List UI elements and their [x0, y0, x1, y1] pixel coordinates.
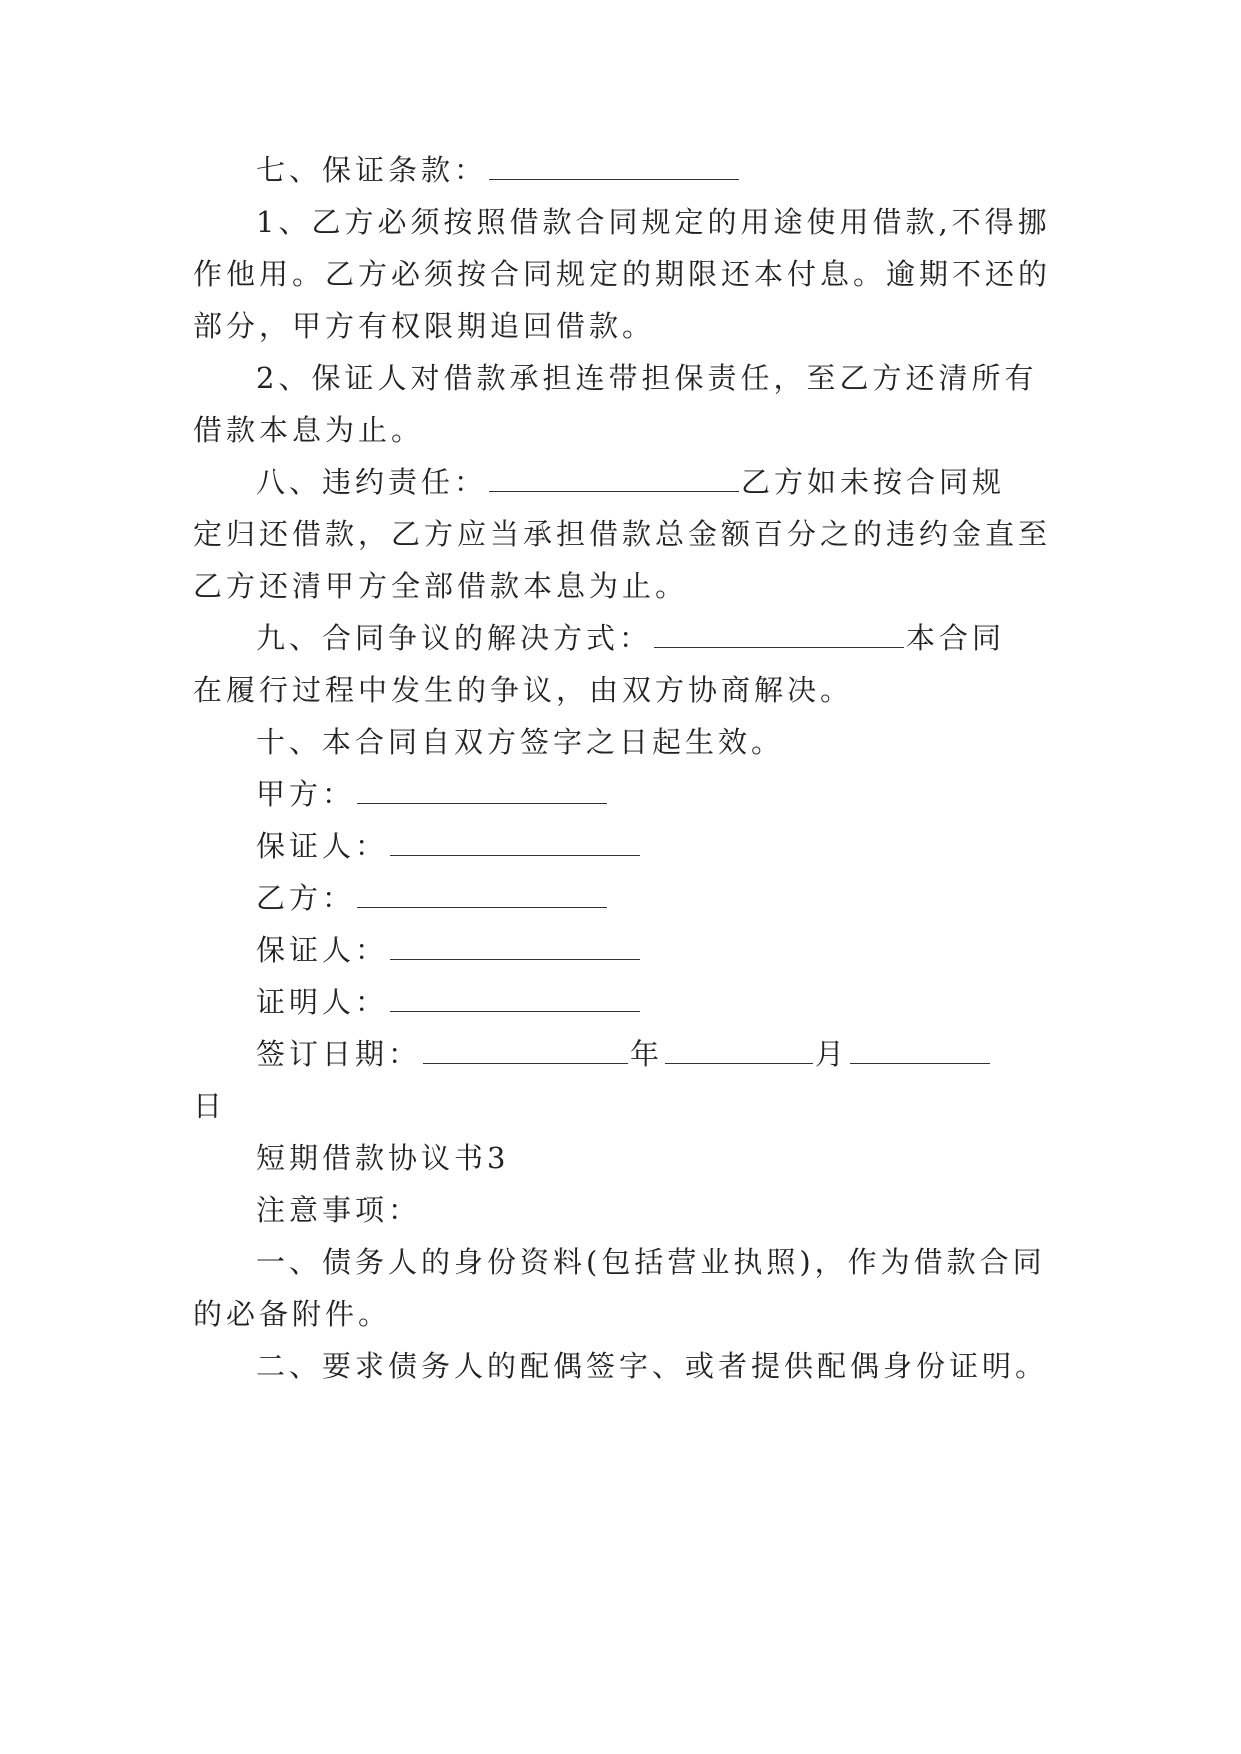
- witness-blank: [390, 1010, 640, 1012]
- clause-7-title: 七、保证条款：: [256, 153, 488, 187]
- signature-guarantor-2: [256, 930, 1126, 970]
- guarantor-2-blank: [390, 958, 640, 960]
- signing-date-label: 签订日期：: [256, 1037, 422, 1071]
- signature-guarantor-1: [256, 826, 1126, 866]
- year-label: 年: [630, 1037, 664, 1071]
- signature-party-b: [256, 878, 1126, 918]
- day-label: 日: [193, 1089, 227, 1123]
- clause-8-line-2: 定归还借款，乙方应当承担借款总金额百分之的违约金直至: [193, 517, 1052, 551]
- clause-9-blank: [654, 646, 904, 648]
- guarantor-2-label: 保证人：: [256, 933, 389, 967]
- clause-7-item-1-line-3: 部分，甲方有权限期追回借款。: [193, 309, 656, 343]
- clause-9-line-2: 在履行过程中发生的争议，由双方协商解决。: [193, 673, 854, 707]
- guarantor-1-label: 保证人：: [256, 829, 389, 863]
- signature-witness: [256, 982, 1126, 1022]
- party-a-blank: [357, 802, 607, 804]
- signing-date-month-blank: [665, 1062, 813, 1064]
- agreement-3-title: 短期借款协议书3: [256, 1141, 510, 1175]
- notes-heading: 注意事项：: [256, 1193, 422, 1227]
- party-b-blank: [357, 906, 607, 908]
- clause-7-item-2-line-1: 2、保证人对借款承担连带担保责任，至乙方还清所有: [256, 361, 1038, 395]
- clause-7-heading: [256, 150, 1126, 190]
- note-1-line-2: 的必备附件。: [193, 1297, 392, 1331]
- party-b-label: 乙方：: [256, 881, 356, 915]
- clause-10: 十、本合同自双方签字之日起生效。: [256, 725, 785, 759]
- clause-8-line-3: 乙方还清甲方全部借款本息为止。: [193, 569, 689, 603]
- clause-9-text: 本合同: [906, 621, 1006, 655]
- guarantor-1-blank: [390, 854, 640, 856]
- clause-8-title: 八、违约责任：: [256, 465, 488, 499]
- month-label: 月: [815, 1037, 849, 1071]
- clause-8-blank: [489, 490, 739, 492]
- signing-date-day-blank: [850, 1062, 990, 1064]
- note-1-line-1: 一、债务人的身份资料(包括营业执照)，作为借款合同: [256, 1245, 1046, 1279]
- clause-7-item-2-line-2: 借款本息为止。: [193, 413, 425, 447]
- clause-7-item-1-line-2: 作他用。乙方必须按合同规定的期限还本付息。逾期不还的: [193, 257, 1052, 291]
- signature-party-a: [256, 774, 1126, 814]
- clause-8-text: 乙方如未按合同规: [741, 465, 1006, 499]
- witness-label: 证明人：: [256, 985, 389, 1019]
- clause-7-item-1-line-1: 1、乙方必须按照借款合同规定的用途使用借款,不得挪: [256, 205, 1051, 239]
- clause-9-title: 九、合同争议的解决方式：: [256, 621, 653, 655]
- note-2: 二、要求债务人的配偶签字、或者提供配偶身份证明。: [256, 1349, 1049, 1383]
- signing-date-year-blank: [423, 1062, 628, 1064]
- clause-9-line-1: [256, 618, 1126, 658]
- clause-7-blank: [489, 178, 739, 180]
- signing-date-line: [256, 1034, 1126, 1074]
- party-a-label: 甲方：: [256, 777, 356, 811]
- clause-8-line-1: [256, 462, 1126, 502]
